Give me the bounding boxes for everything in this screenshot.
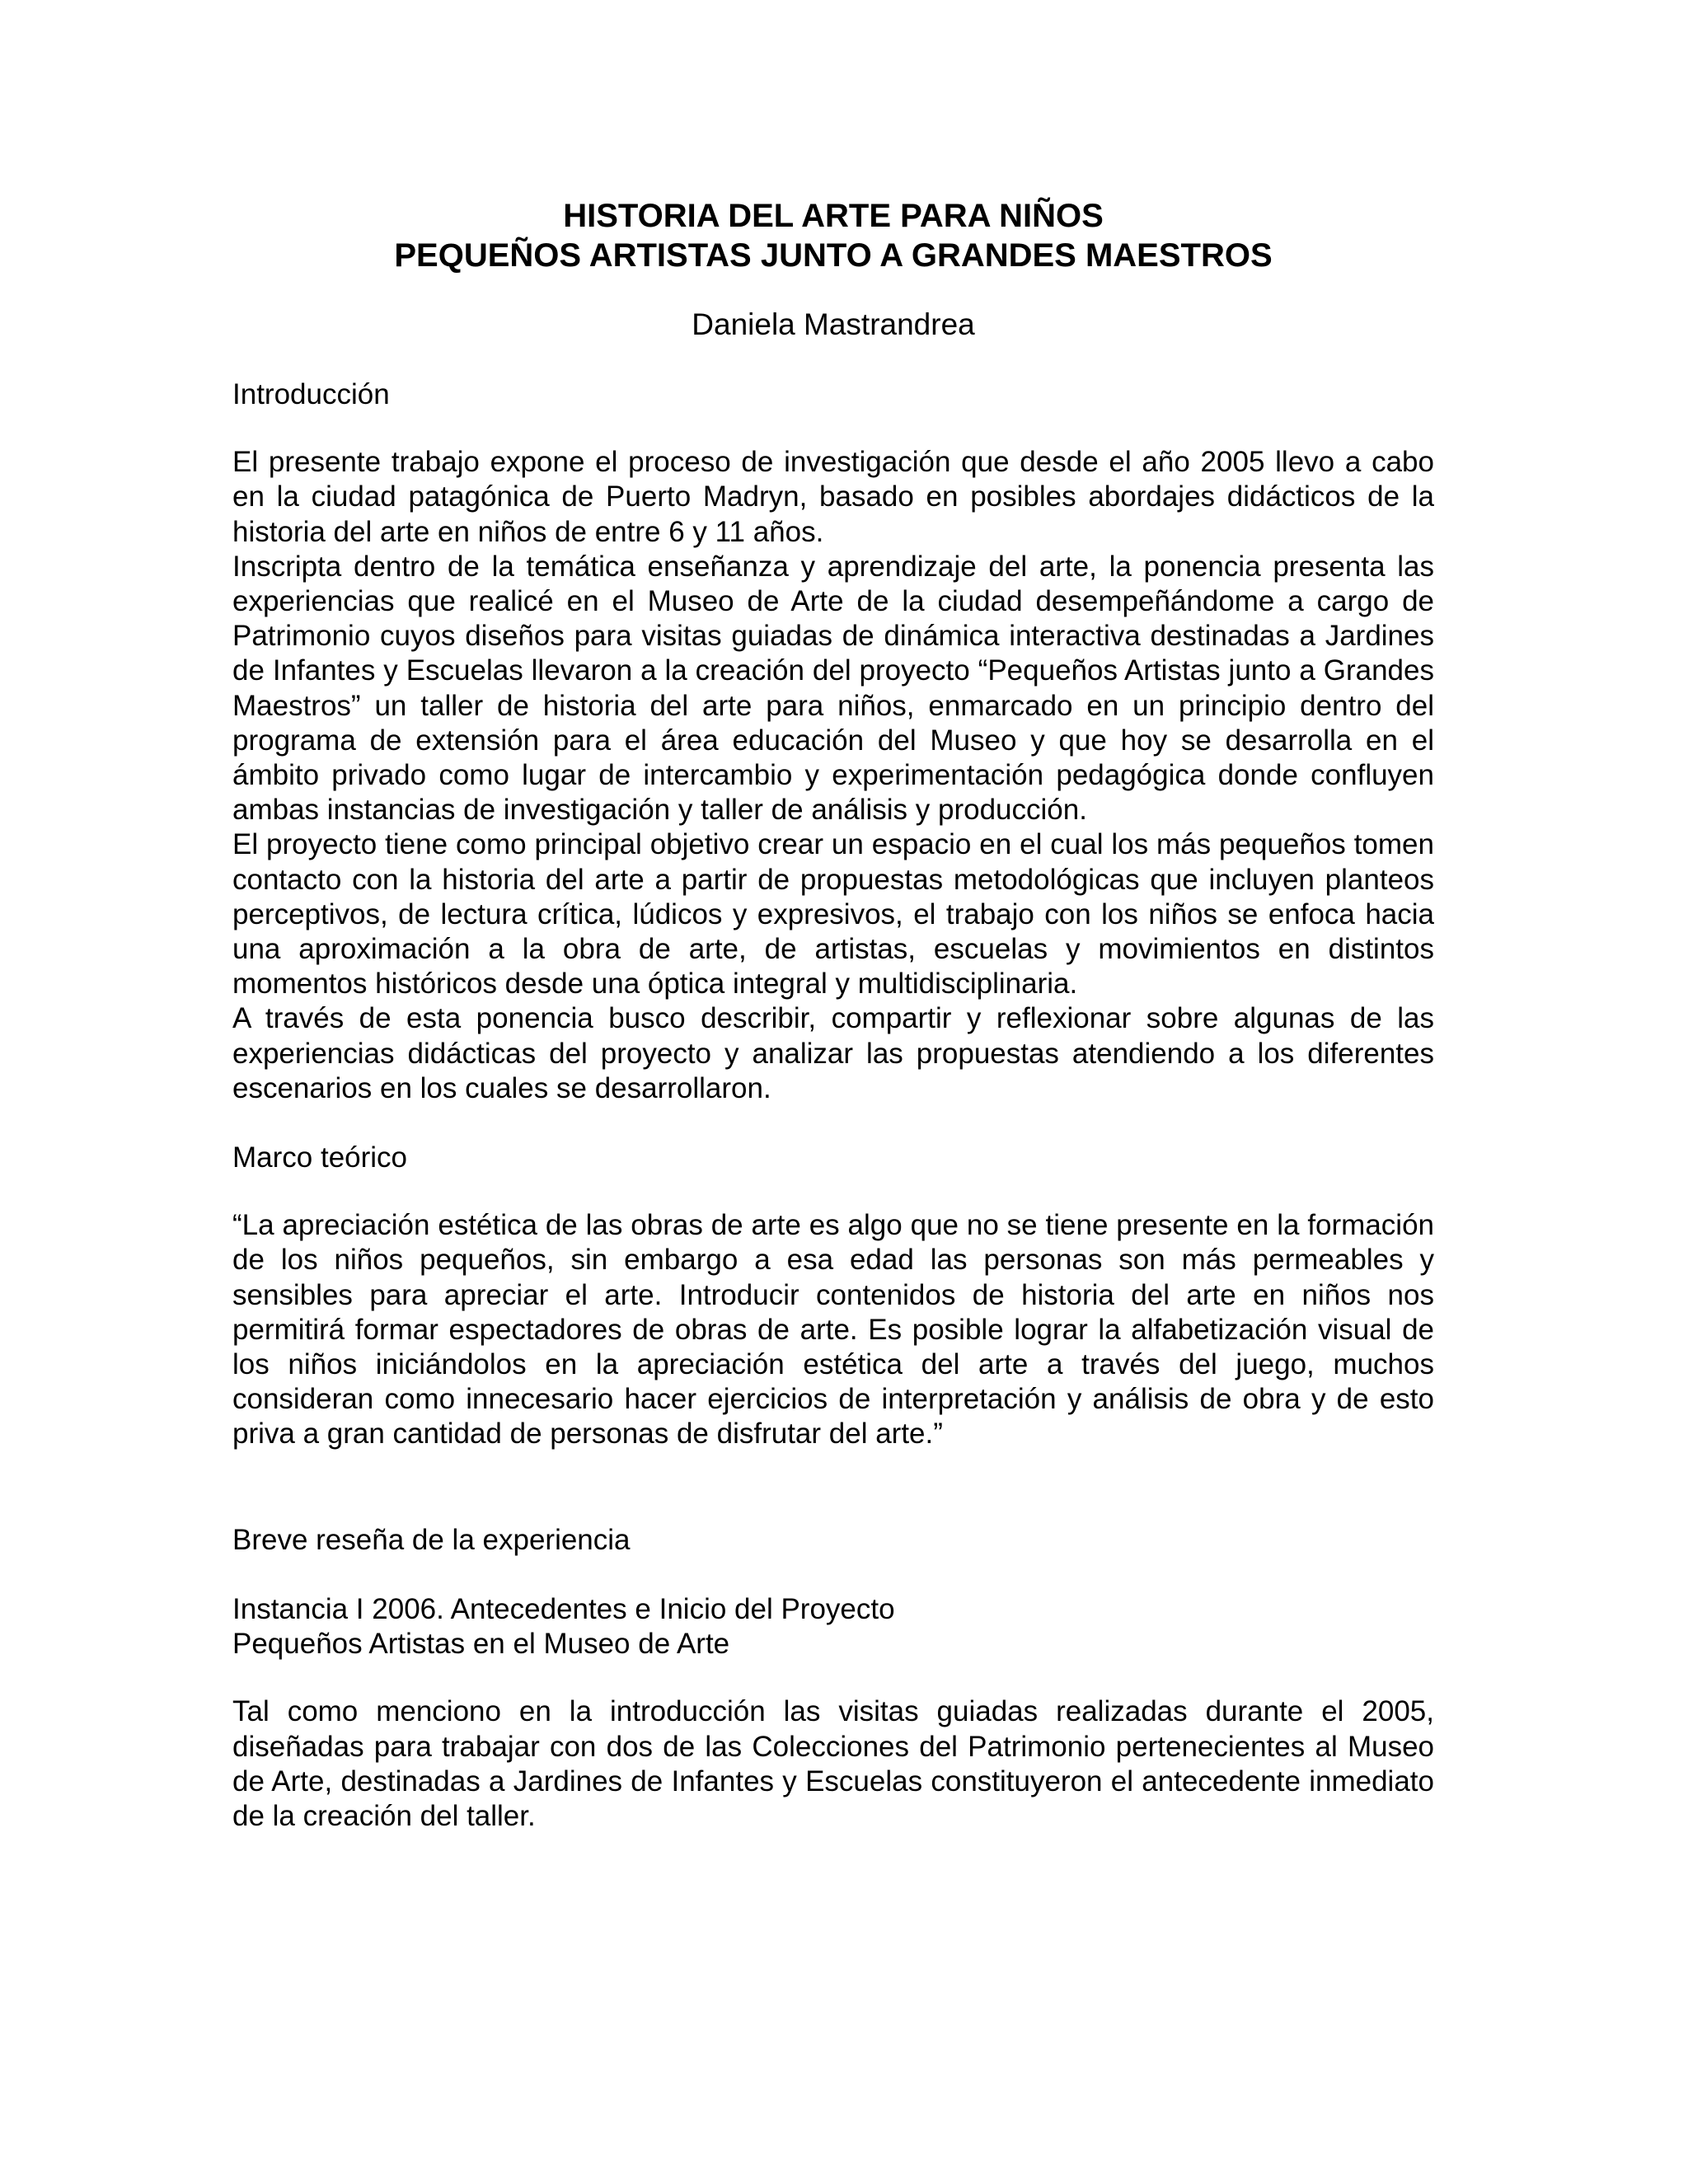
- intro-paragraph-2: Inscripta dentro de la temática enseñanza y aprendizaje del arte, la ponencia presenta las experiencias que realicé en el Museo de Arte de la ciudad desempeñándome a cargo de Patrimonio cuyos diseños para visitas guiadas de dinámica interactiva destinadas a Jardines de Infantes y Escuelas llevaron a la creación del proyecto “Pequeños Artistas junto a Grandes Maestros” un taller de historia del arte para niños, enmarcado en un principio dentro del programa de extensión para el área educación del Museo y que hoy se desarrolla en el ámbito privado como lugar de intercambio y experimentación pedagógica donde confluyen ambas instancias de investigación y taller de análisis y producción.: [232, 550, 1434, 827]
- document-title: [232, 196, 1434, 275]
- instance-line-1: Instancia I 2006. Antecedentes e Inicio del Proyecto: [232, 1592, 895, 1625]
- author-name: Daniela Mastrandrea: [692, 307, 975, 341]
- review-heading: Breve reseña de la experiencia: [232, 1523, 631, 1556]
- closing-section: [232, 1694, 1434, 1834]
- intro-paragraph-1: El presente trabajo expone el proceso de investigación que desde el año 2005 llevo a cabo en la ciudad patagónica de Puerto Madryn, basado en posibles abordajes didácticos de la historia del arte en niños de entre 6 y 11 años.: [232, 446, 1434, 548]
- intro-paragraph-4: A través de esta ponencia busco describir, compartir y reflexionar sobre algunas de las experiencias didácticas del proyecto y analizar las propuestas atendiendo a los diferentes escenarios en los cuales se desarrollaron.: [232, 1002, 1434, 1104]
- closing-paragraph: Tal como menciono en la introducción las visitas guiadas realizadas durante el 2005, diseñadas para trabajar con dos de las Colecciones del Patrimonio pertenecientes al Museo de Arte, destinadas a Jardines de Infantes y Escuelas constituyeron el antecedente inmediato de la creación del taller.: [232, 1695, 1434, 1832]
- title-line-1: HISTORIA DEL ARTE PARA NIÑOS: [563, 198, 1104, 234]
- theory-section: [232, 1208, 1434, 1451]
- document-body: [232, 196, 1434, 1834]
- intro-section: [232, 445, 1434, 1106]
- intro-paragraph-3: El proyecto tiene como principal objetivo crear un espacio en el cual los más pequeños tomen contacto con la historia del arte a partir de propuestas metodológicas que incluyen planteos perceptivos, de lectura crítica, lúdicos y expresivos, el trabajo con los niños se enfoca hacia una aproximación a la obra de arte, de artistas, escuelas y movimientos en distintos momentos históricos desde una óptica integral y multidisciplinaria.: [232, 828, 1434, 1001]
- theory-heading: Marco teórico: [232, 1141, 408, 1174]
- title-line-2: PEQUEÑOS ARTISTAS JUNTO A GRANDES MAESTROS: [394, 237, 1273, 274]
- instance-subheading: [232, 1592, 1434, 1661]
- instance-line-2: Pequeños Artistas en el Museo de Arte: [232, 1628, 730, 1661]
- intro-heading: Introducción: [232, 378, 390, 410]
- theory-quote: “La apreciación estética de las obras de arte es algo que no se tiene presente en la formación de los niños pequeños, sin embargo a esa edad las personas son más permeables y sensibles para apreciar el arte. Introducir contenidos de historia del arte en niños nos permitirá formar espectadores de obras de arte. Es posible lograr la alfabetización visual de los niños iniciándolos en la apreciación estética del arte a través del juego, muchos consideran como innecesario hacer ejercicios de interpretación y análisis de obra y de esto priva a gran cantidad de personas de disfrutar del arte.”: [232, 1209, 1434, 1451]
